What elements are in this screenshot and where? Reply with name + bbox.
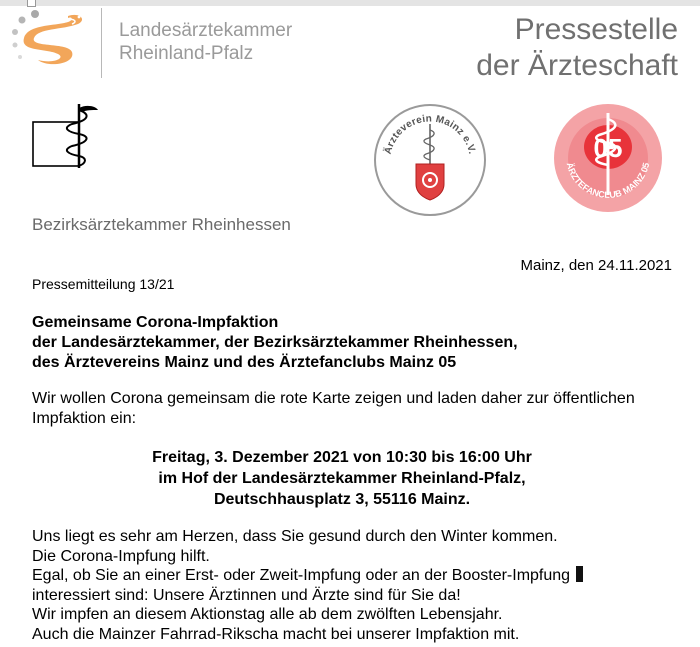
top-bar [0,0,700,6]
headline-line: des Ärztevereins Mainz und des Ärztefanclubs Mainz 05 [32,354,457,371]
aerzteverein-logo [372,102,488,218]
body-line: Die Corona-Impfung hilft. [32,547,210,565]
event-line: im Hof der Landesärztekammer Rheinland-Pfalz, [158,470,526,487]
body-line: Auch die Mainzer Fahrrad-Rikscha macht bei unserer Impfaktion mit. [32,625,520,643]
body-line: Egal, ob Sie an einer Erst- oder Zweit-Impfung oder an der Booster-Impfung [32,567,571,584]
press-office-title: Pressestelle der Ärzteschaft [476,13,678,82]
fanclub-logo [553,103,663,213]
resize-handle[interactable] [27,0,36,7]
body-line: Uns liegt es sehr am Herzen, dass Sie gesund durch den Winter kommen. [32,528,558,545]
verein-ring-text: Ärzteverein Mainz e.V. [382,113,478,156]
event-line: Freitag, 3. Dezember 2021 von 10:30 bis 16:00 Uhr [152,449,532,466]
headline-line: der Landesärztekammer, der Bezirksärztekammer Rheinhessen, [32,334,518,351]
event-details [32,447,652,510]
fanclub-number: 05 [593,133,623,163]
bezirk-name: Bezirksärztekammer Rheinhessen [32,215,291,234]
body-line-with-cursor [32,566,672,586]
body-line: interessiert sind: Unsere Ärztinnen und Ärzte sind für Sie da! [32,586,461,604]
lak-name: Landesärztekammer Rheinland-Pfalz [119,20,293,64]
headline-line: Gemeinsame Corona-Impfaktion [32,314,279,331]
lak-logo-icon [8,8,90,78]
body-line: Wir impfen an diesem Aktionstag alle ab dem zwölften Lebensjahr. [32,606,503,623]
header-divider [101,8,102,78]
letter-date: Mainz, den 24.11.2021 [520,257,672,274]
headline [32,313,518,373]
bezirk-staff-icon [32,104,112,168]
text-cursor[interactable] [576,566,583,582]
body-paragraph [32,527,672,644]
event-line: Deutschhausplatz 3, 55116 Mainz. [213,491,471,508]
press-release-number: Pressemitteilung 13/21 [32,276,175,292]
fanclub-ring-text: ÄRZTEFANCLUB MAINZ 05 [564,161,652,200]
intro-paragraph: Wir wollen Corona gemeinsam die rote Karte zeigen und laden daher zur öffentlichen Impfaktion ein: [32,390,635,427]
